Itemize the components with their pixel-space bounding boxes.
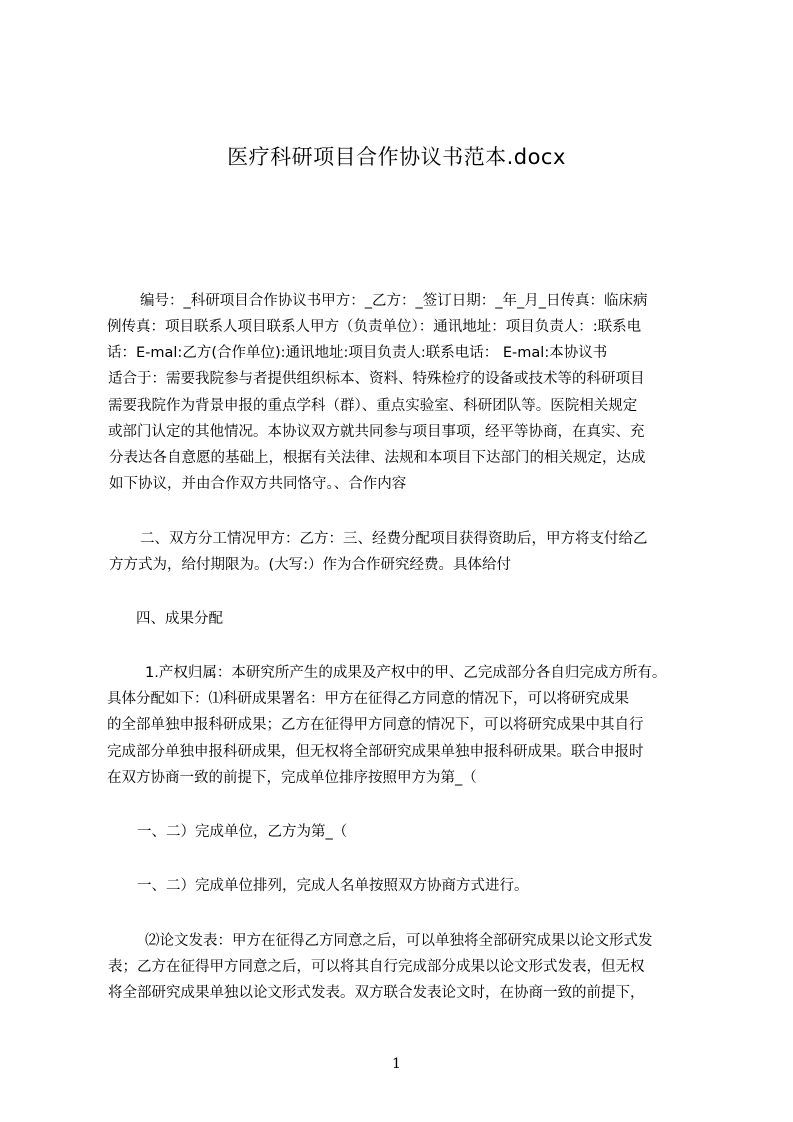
paragraph-7-line-2: 表；乙方在征得甲方同意之后，可以将其自行完成部分成果以论文形式发表，但无权	[108, 959, 645, 975]
paragraph-4-line-5: 在双方协商一致的前提下，完成单位排序按照甲方为第_（	[107, 770, 477, 786]
page-number: 1	[392, 1056, 401, 1072]
paragraph-4-line-1: 1.产权归属：本研究所产生的成果及产权中的甲、乙完成部分各自归完成方所有。	[145, 665, 667, 681]
paragraph-2-line-2: 方方式为，给付期限为。(大写:）作为合作研究经费。具体给付	[109, 557, 512, 573]
paragraph-4-line-2: 具体分配如下：⑴科研成果署名：甲方在征得乙方同意的情况下，可以将研究成果	[107, 691, 629, 707]
paragraph-1-line-2: 例传真：项目联系人项目联系人甲方（负责单位）：通讯地址：项目负责人：:联系电	[107, 319, 642, 335]
paragraph-7-line-3: 将全部研究成果单独以论文形式发表。双方联合发表论文时，在协商一致的前提下，	[108, 985, 645, 1001]
paragraph-5-line-1: 一、二）完成单位，乙方为第_（	[137, 824, 348, 840]
document-title: 医疗科研项目合作协议书范本.docx	[227, 145, 566, 169]
paragraph-2-line-1: 二、双方分工情况甲方：乙方：三、经费分配项目获得资助后，甲方将支付给乙	[140, 531, 648, 547]
paragraph-1-line-1: 编号：_科研项目合作协议书甲方：_乙方：_签订日期：_年_月_日传真：临床病	[140, 293, 648, 309]
paragraph-1-line-5: 需要我院作为背景申报的重点学科（群）、重点实验室、科研团队等。医院相关规定	[108, 398, 638, 414]
paragraph-1-line-6: 或部门认定的其他情况。本协议双方就共同参与项目事项，经平等协商，在真实、充	[108, 424, 645, 440]
paragraph-1-line-8: 如下协议，并由合作双方共同恪守。、合作内容	[109, 476, 407, 492]
paragraph-4-line-3: 的全部单独申报科研成果；乙方在征得甲方同意的情况下，可以将研究成果中其自行	[107, 717, 644, 733]
paragraph-6-line-1: 一、二）完成单位排列，完成人名单按照双方协商方式进行。	[137, 878, 529, 894]
paragraph-1-line-3: 话：E-mal:乙方(合作单位):通讯地址:项目负责人:联系电话： E-mal:本协议书	[107, 345, 608, 361]
paragraph-3-line-1: 四、成果分配	[136, 611, 223, 627]
paragraph-1-line-7: 分表达各自意愿的基础上，根据有关法律、法规和本项目下达部门的相关规定，达成	[109, 450, 646, 466]
paragraph-1-line-4: 适合于：需要我院参与者提供组织标本、资料、特殊检疗的设备或技术等的科研项目	[108, 371, 645, 387]
paragraph-7-line-1: ⑵论文发表：甲方在征得乙方同意之后，可以单独将全部研究成果以论文形式发	[145, 933, 653, 949]
paragraph-4-line-4: 完成部分单独申报科研成果，但无权将全部研究成果单独申报科研成果。联合申报时	[107, 744, 644, 760]
